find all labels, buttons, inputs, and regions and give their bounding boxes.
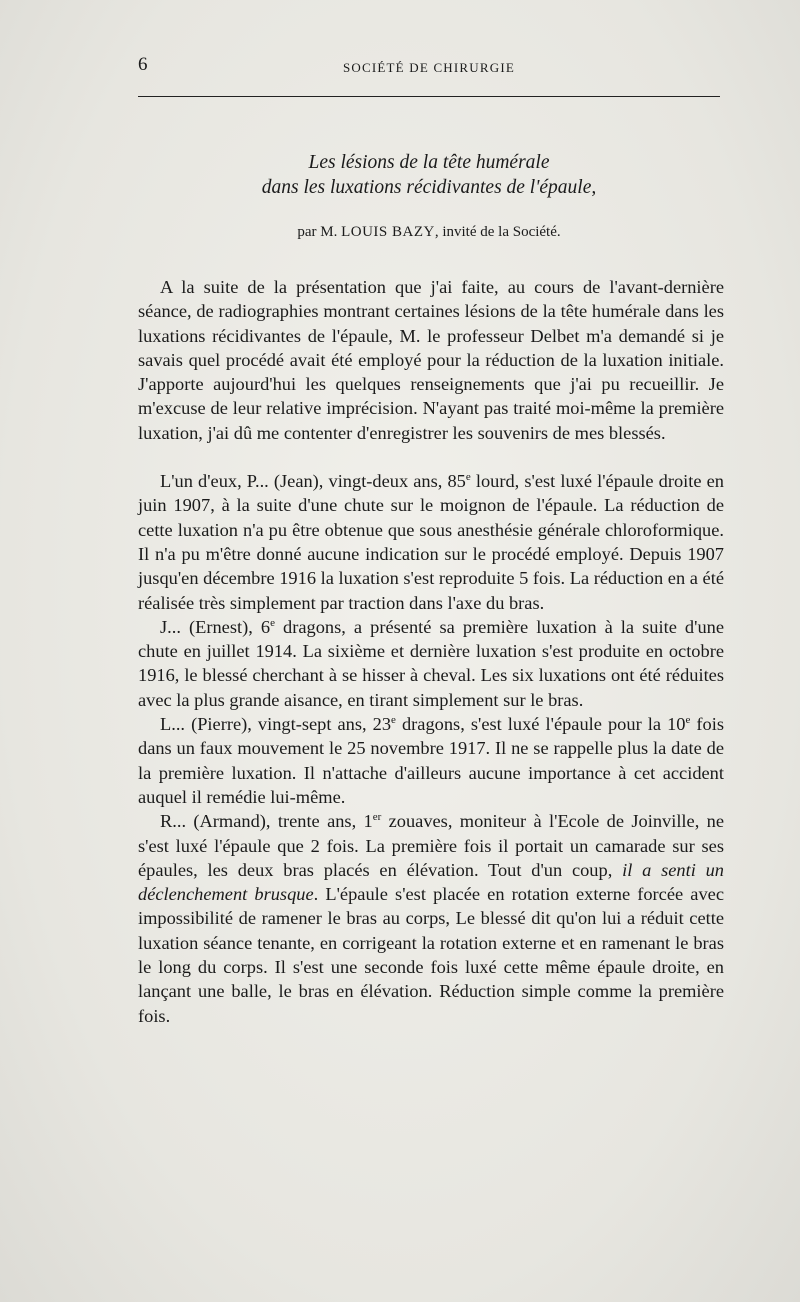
p4-text-c: fois dans un faux mouvement le 25 novembre 1917. Il ne se rappelle plus la date de la première luxation. Il n'attache d'ailleurs aucune importance à cet accident auquel il remédie lui-même. (138, 714, 724, 807)
page-number: 6 (138, 54, 148, 75)
p5-italic: il a senti un déclenchement brusque (138, 859, 724, 905)
paragraph-2 (138, 469, 724, 615)
p3-superscript: e (270, 616, 275, 629)
title-line-1: Les lésions de la tête humérale (308, 152, 550, 173)
p4-text-b: dragons, s'est luxé l'épaule pour la 10 (395, 714, 686, 735)
page-header (138, 54, 720, 84)
p3-text-b: dragons, a présenté sa première luxation à la suite d'une chute en juillet 1914. La sixième et dernière luxation s'est produite en octobre 1916, le blessé cherchant à se hisser à cheval. Les six luxations ont été réduites avec la plus grande aisance, en tirant simplement sur le bras. (138, 616, 724, 710)
article-title (138, 150, 720, 200)
p5-text-b: zouaves, moniteur à l'Ecole de Joinville, ne s'est luxé l'épaule que 2 fois. La première fois il portait un camarade sur ses épaules, les deux bras placés en élévation. Tout d'un coup, (138, 811, 725, 880)
header-rule (138, 96, 720, 97)
byline (138, 224, 720, 241)
p2-superscript: e (465, 470, 471, 483)
paragraph-5 (138, 809, 724, 1028)
paragraph-4 (138, 712, 724, 809)
p5-superscript: er (372, 811, 382, 824)
byline-suffix: , invité de la Société. (434, 224, 561, 240)
author-name: LOUIS BAZY (341, 224, 435, 240)
title-line-2: dans les luxations récidivantes de l'épaule, (261, 177, 597, 198)
p3-text-a: J... (Ernest), 6 (160, 616, 271, 637)
p5-text-c: . L'épaule s'est placée en rotation externe forcée avec impossibilité de ramener le bras au corps, Le blessé dit qu'on lui a réduit cette luxation séance tenante, en corrigeant la rotation externe et en ramenant le bras le long du corps. Il s'est une seconde fois luxé cette même épaule droite, en lançant une balle, le bras en élévation. Réduction simple comme la première fois. (138, 884, 724, 1026)
p5-text-a: R... (Armand), trente ans, 1 (160, 811, 373, 832)
body-text (138, 275, 724, 1028)
p4-superscript-2: e (685, 713, 691, 726)
running-head: SOCIÉTÉ DE CHIRURGIE (342, 60, 516, 75)
p2-text-b: lourd, s'est luxé l'épaule droite en juin 1907, à la suite d'une chute sur le moignon de l'épaule. La réduction de cette luxation n'a pu être obtenue que sous anesthésie générale chloroformique. Il n'a pu m'être donné aucune indication sur le procédé employé. Depuis 1907 jusqu'en décembre 1916 la luxation s'est reproduite 5 fois. La réduction en a été réalisée très simplement par traction dans l'axe du bras. (138, 471, 724, 613)
p2-text-a: L'un d'eux, P... (Jean), vingt-deux ans, 85 (160, 471, 466, 492)
paragraph-3 (138, 615, 724, 712)
p4-text-a: L... (Pierre), vingt-sept ans, 23 (160, 714, 392, 735)
byline-prefix: par M. (297, 224, 338, 240)
p4-superscript-1: e (391, 713, 396, 726)
paragraph-1: A la suite de la présentation que j'ai faite, au cours de l'avant-dernière séance, de radiographies montrant certaines lésions de la tête humérale dans les luxations récidivantes de l'épaule, M. le professeur Delbet m'a demandé si je savais quel procédé avait été employé pour la réduction de la luxation initiale. J'apporte aujourd'hui les quelques renseignements que j'ai pu recueillir. Je m'excuse de leur relative imprécision. N'ayant pas traité moi-même la première luxation, j'ai dû me contenter d'enregistrer les souvenirs de mes blessés. (138, 277, 724, 443)
